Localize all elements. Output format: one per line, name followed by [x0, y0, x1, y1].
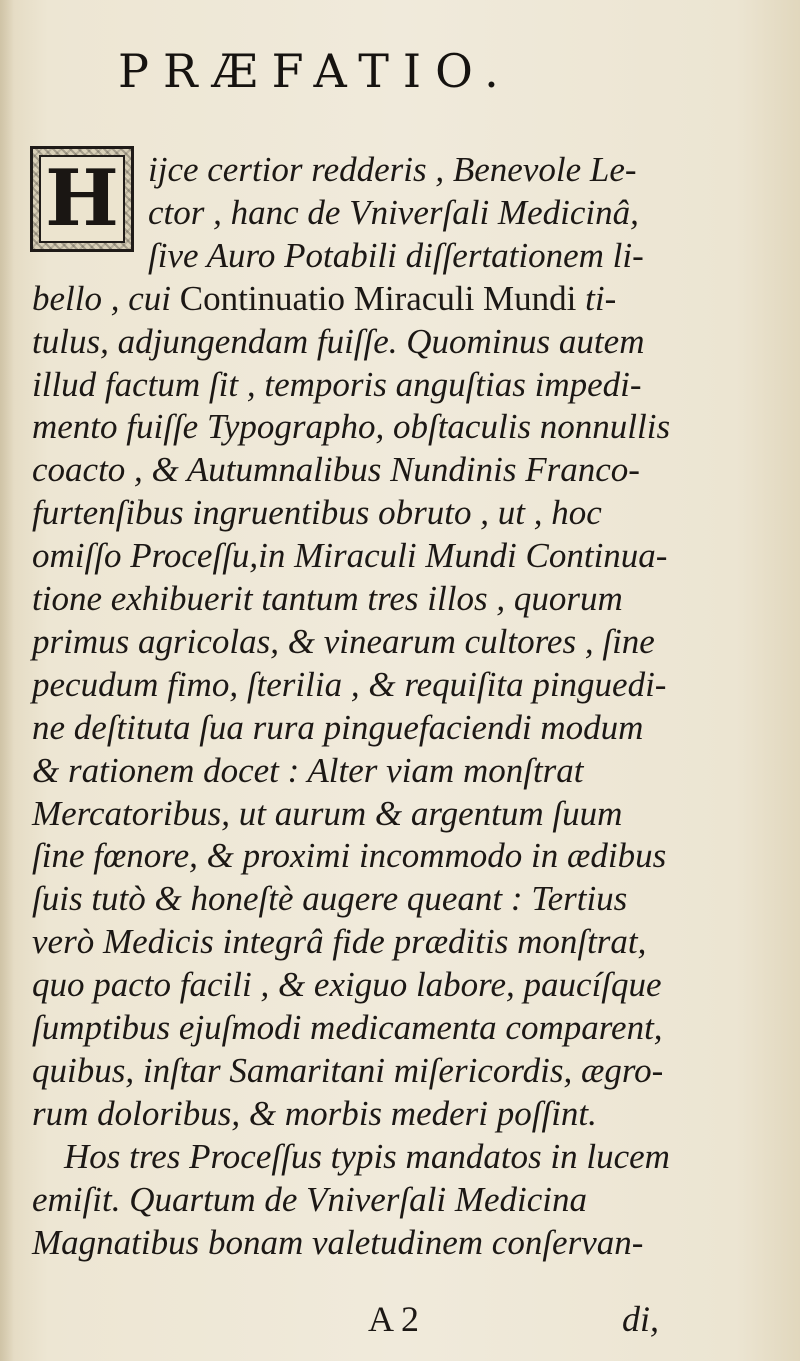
italic-text: ne deſtituta ſua rura pinguefaciendi modum	[32, 707, 644, 747]
text-line	[32, 579, 623, 619]
page-title: PRÆFATIO.	[118, 44, 513, 98]
italic-text: pecudum fimo, ſterilia , & requiſita pinguedi-	[32, 664, 667, 704]
text-line	[32, 322, 644, 362]
text-line	[32, 794, 622, 834]
text-line	[148, 150, 637, 190]
text-line	[32, 365, 642, 405]
text-line	[32, 665, 666, 705]
text-line	[32, 279, 616, 319]
italic-text: mento fuiſſe Typographo, obſtaculis nonnullis	[32, 407, 671, 447]
initial-letter: H	[39, 155, 125, 243]
italic-text: tulus, adjungendam fuiſſe. Quominus autem	[32, 321, 645, 361]
text-line	[32, 1008, 663, 1048]
italic-text: & rationem docet : Alter viam monſtrat	[32, 750, 584, 790]
italic-text: rum doloribus, & morbis mederi poſſint.	[32, 1093, 597, 1133]
text-line	[32, 536, 667, 576]
text-line	[64, 1137, 670, 1177]
text-line	[32, 1223, 643, 1263]
italic-text: bello , cui	[32, 278, 180, 318]
text-line	[32, 922, 646, 962]
italic-text: ſine fœnore, & proximi incommodo in ædibus	[32, 836, 667, 876]
italic-text: ſive Auro Potabili diſſertationem li-	[148, 235, 644, 275]
text-line	[32, 708, 643, 748]
text-line	[148, 236, 644, 276]
text-line	[32, 879, 627, 919]
italic-text: quibus, inſtar Samaritani miſericordis, ægro-	[32, 1050, 664, 1090]
italic-text: verò Medicis integrâ fide præditis monſtrat,	[32, 922, 647, 962]
roman-text: Continuatio Miraculi Mundi	[179, 278, 577, 318]
text-line	[32, 1094, 597, 1134]
italic-text: tione exhibuerit tantum tres illos , quorum	[32, 579, 623, 618]
italic-text: illud factum ſit , temporis anguſtias impedi-	[32, 364, 642, 404]
catchword: di,	[622, 1299, 660, 1339]
text-line	[32, 450, 640, 490]
italic-text: ti-	[576, 278, 617, 318]
text-line	[148, 193, 639, 233]
text-line	[32, 836, 666, 876]
text-line	[32, 1051, 663, 1091]
italic-text: Hos tres Proceſſus typis mandatos in lucem	[64, 1136, 670, 1176]
italic-text: Magnatibus bonam valetudinem conſervan-	[32, 1222, 644, 1262]
text-line	[32, 407, 670, 447]
text-line	[32, 1180, 587, 1220]
italic-text: Mercatoribus, ut aurum & argentum ſuum	[32, 793, 623, 833]
text-line	[32, 965, 662, 1005]
italic-text: ſumptibus ejuſmodi medicamenta comparent,	[32, 1008, 663, 1047]
italic-text: ctor , hanc de Vniverſali Medicinâ,	[148, 192, 639, 232]
italic-text: ijce certior redderis , Benevole Le-	[148, 150, 637, 189]
italic-text: emiſit. Quartum de Vniverſali Medicina	[32, 1179, 588, 1219]
italic-text: coacto , & Autumnalibus Nundinis Franco-	[32, 450, 640, 490]
italic-text: quo pacto facili , & exiguo labore, paucíſque	[32, 965, 662, 1005]
italic-text: furtenſibus ingruentibus obruto , ut , hoc	[32, 493, 602, 533]
text-line	[32, 622, 655, 662]
italic-text: omiſſo Proceſſu,in Miraculi Mundi Continua-	[32, 536, 668, 576]
text-line	[32, 751, 584, 791]
italic-text: primus agricolas, & vinearum cultores , ſine	[32, 621, 655, 661]
signature-mark: A 2	[368, 1299, 420, 1339]
italic-text: ſuis tutò & honeſtè augere queant : Tertius	[32, 879, 628, 919]
text-line	[32, 493, 602, 533]
